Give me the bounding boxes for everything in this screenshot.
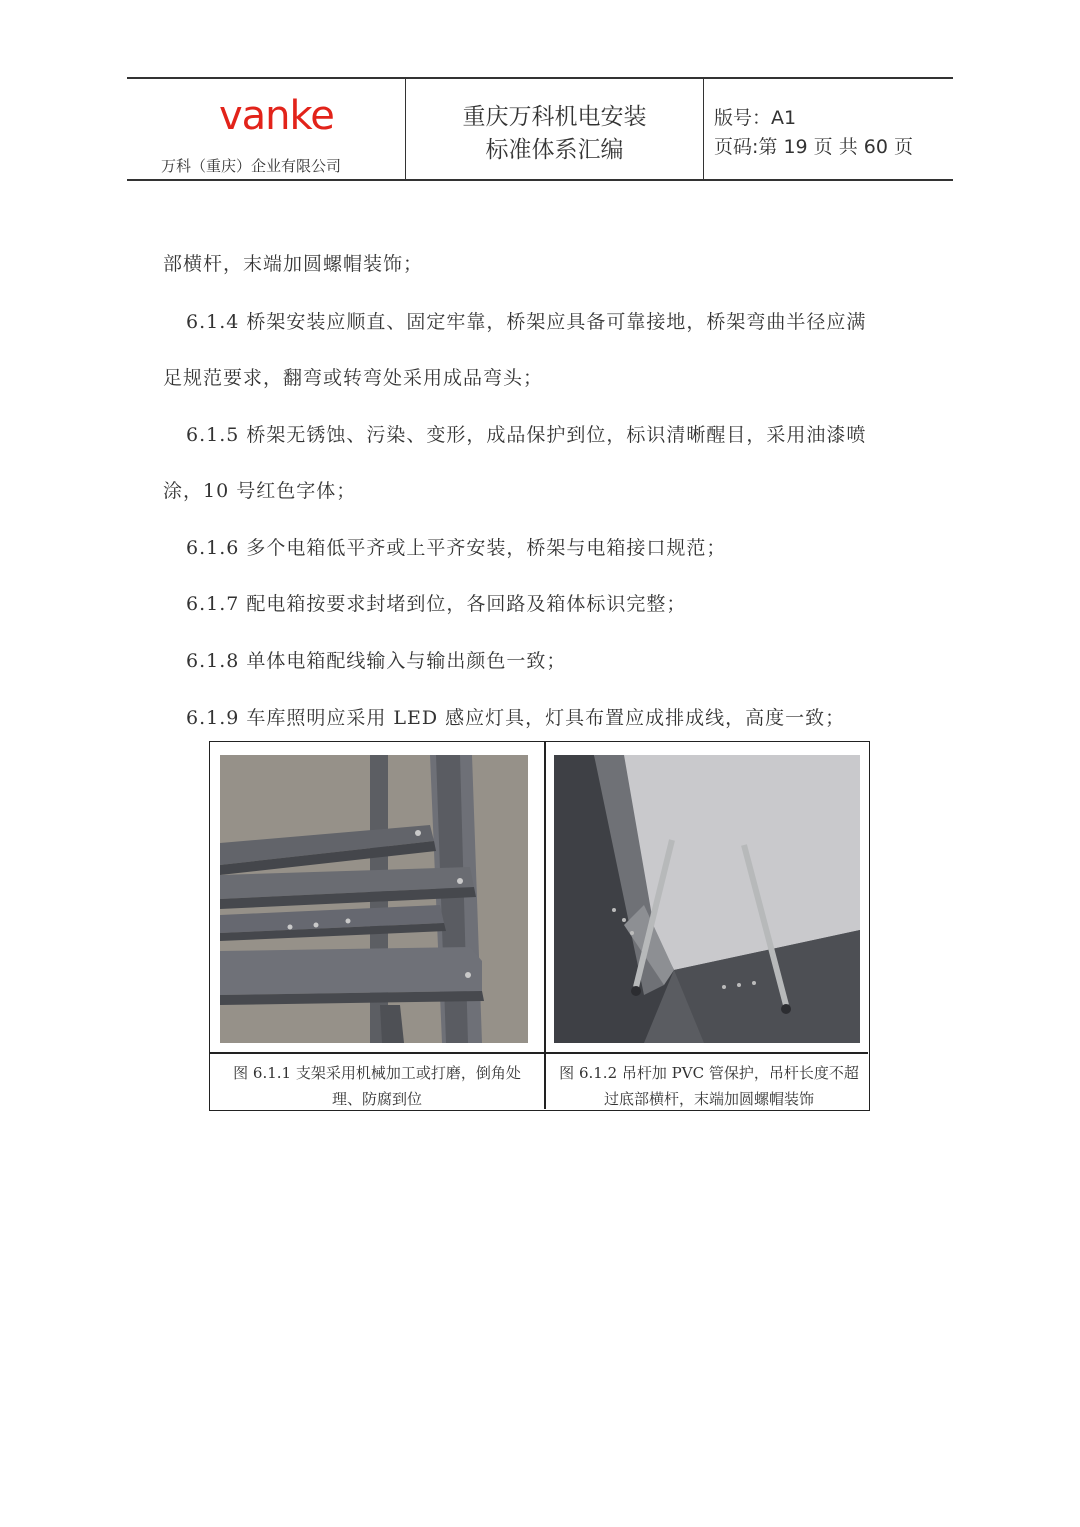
figure-6-1-1-caption-line-1: 图 6.1.1 支架采用机械加工或打磨，倒角处 bbox=[233, 1064, 521, 1082]
figure-6-1-2-caption-line-2: 过底部横杆，末端加圆螺帽装饰 bbox=[603, 1090, 814, 1108]
clause-6-1-4-line-1: 6.1.4 桥架安装应顺直、固定牢靠，桥架应具备可靠接地，桥架弯曲半径应满 bbox=[186, 311, 867, 333]
vanke-logo: vanke bbox=[219, 93, 334, 139]
figure-6-1-1-caption-line-2: 理、防腐到位 bbox=[331, 1090, 422, 1108]
clause-6-1-6: 6.1.6 多个电箱低平齐或上平齐安装，桥架与电箱接口规范； bbox=[186, 537, 727, 559]
figure-column-divider bbox=[544, 742, 546, 1109]
header-title-cell bbox=[406, 79, 704, 179]
header-meta-cell bbox=[704, 79, 953, 179]
photo-pvc-protected-hangers bbox=[554, 755, 860, 1043]
figure-table bbox=[209, 741, 870, 1111]
clause-6-1-7: 6.1.7 配电箱按要求封堵到位，各回路及箱体标识完整； bbox=[186, 593, 687, 615]
clause-6-1-4-line-2: 足规范要求，翻弯或转弯处采用成品弯头； bbox=[163, 367, 544, 389]
page-number: 页码:第 19 页 共 60 页 bbox=[714, 136, 913, 158]
figure-6-1-2-caption bbox=[550, 1060, 868, 1112]
figure-6-1-1-caption bbox=[218, 1060, 536, 1112]
clause-6-1-5-line-2: 涂，10 号红色字体； bbox=[163, 480, 357, 502]
company-name: 万科（重庆）企业有限公司 bbox=[161, 157, 342, 175]
clause-6-1-5-line-1: 6.1.5 桥架无锈蚀、污染、变形，成品保护到位，标识清晰醒目，采用油漆喷 bbox=[186, 424, 867, 446]
photo-machined-brackets bbox=[220, 755, 528, 1043]
document-title-line-2: 标准体系汇编 bbox=[485, 137, 624, 163]
header-logo-cell bbox=[127, 79, 406, 179]
clause-6-1-9: 6.1.9 车库照明应采用 LED 感应灯具，灯具布置应成排成线，高度一致； bbox=[186, 707, 846, 729]
paragraph-continuation: 部横杆，末端加圆螺帽装饰； bbox=[163, 253, 424, 275]
figure-6-1-2-caption-line-1: 图 6.1.2 吊杆加 PVC 管保护，吊杆长度不超 bbox=[559, 1064, 859, 1082]
version-number: 版号：A1 bbox=[714, 107, 797, 129]
document-header bbox=[127, 77, 953, 181]
document-title-line-1: 重庆万科机电安装 bbox=[462, 104, 647, 130]
figure-caption-divider bbox=[210, 1052, 868, 1054]
clause-6-1-8: 6.1.8 单体电箱配线输入与输出颜色一致； bbox=[186, 650, 567, 672]
